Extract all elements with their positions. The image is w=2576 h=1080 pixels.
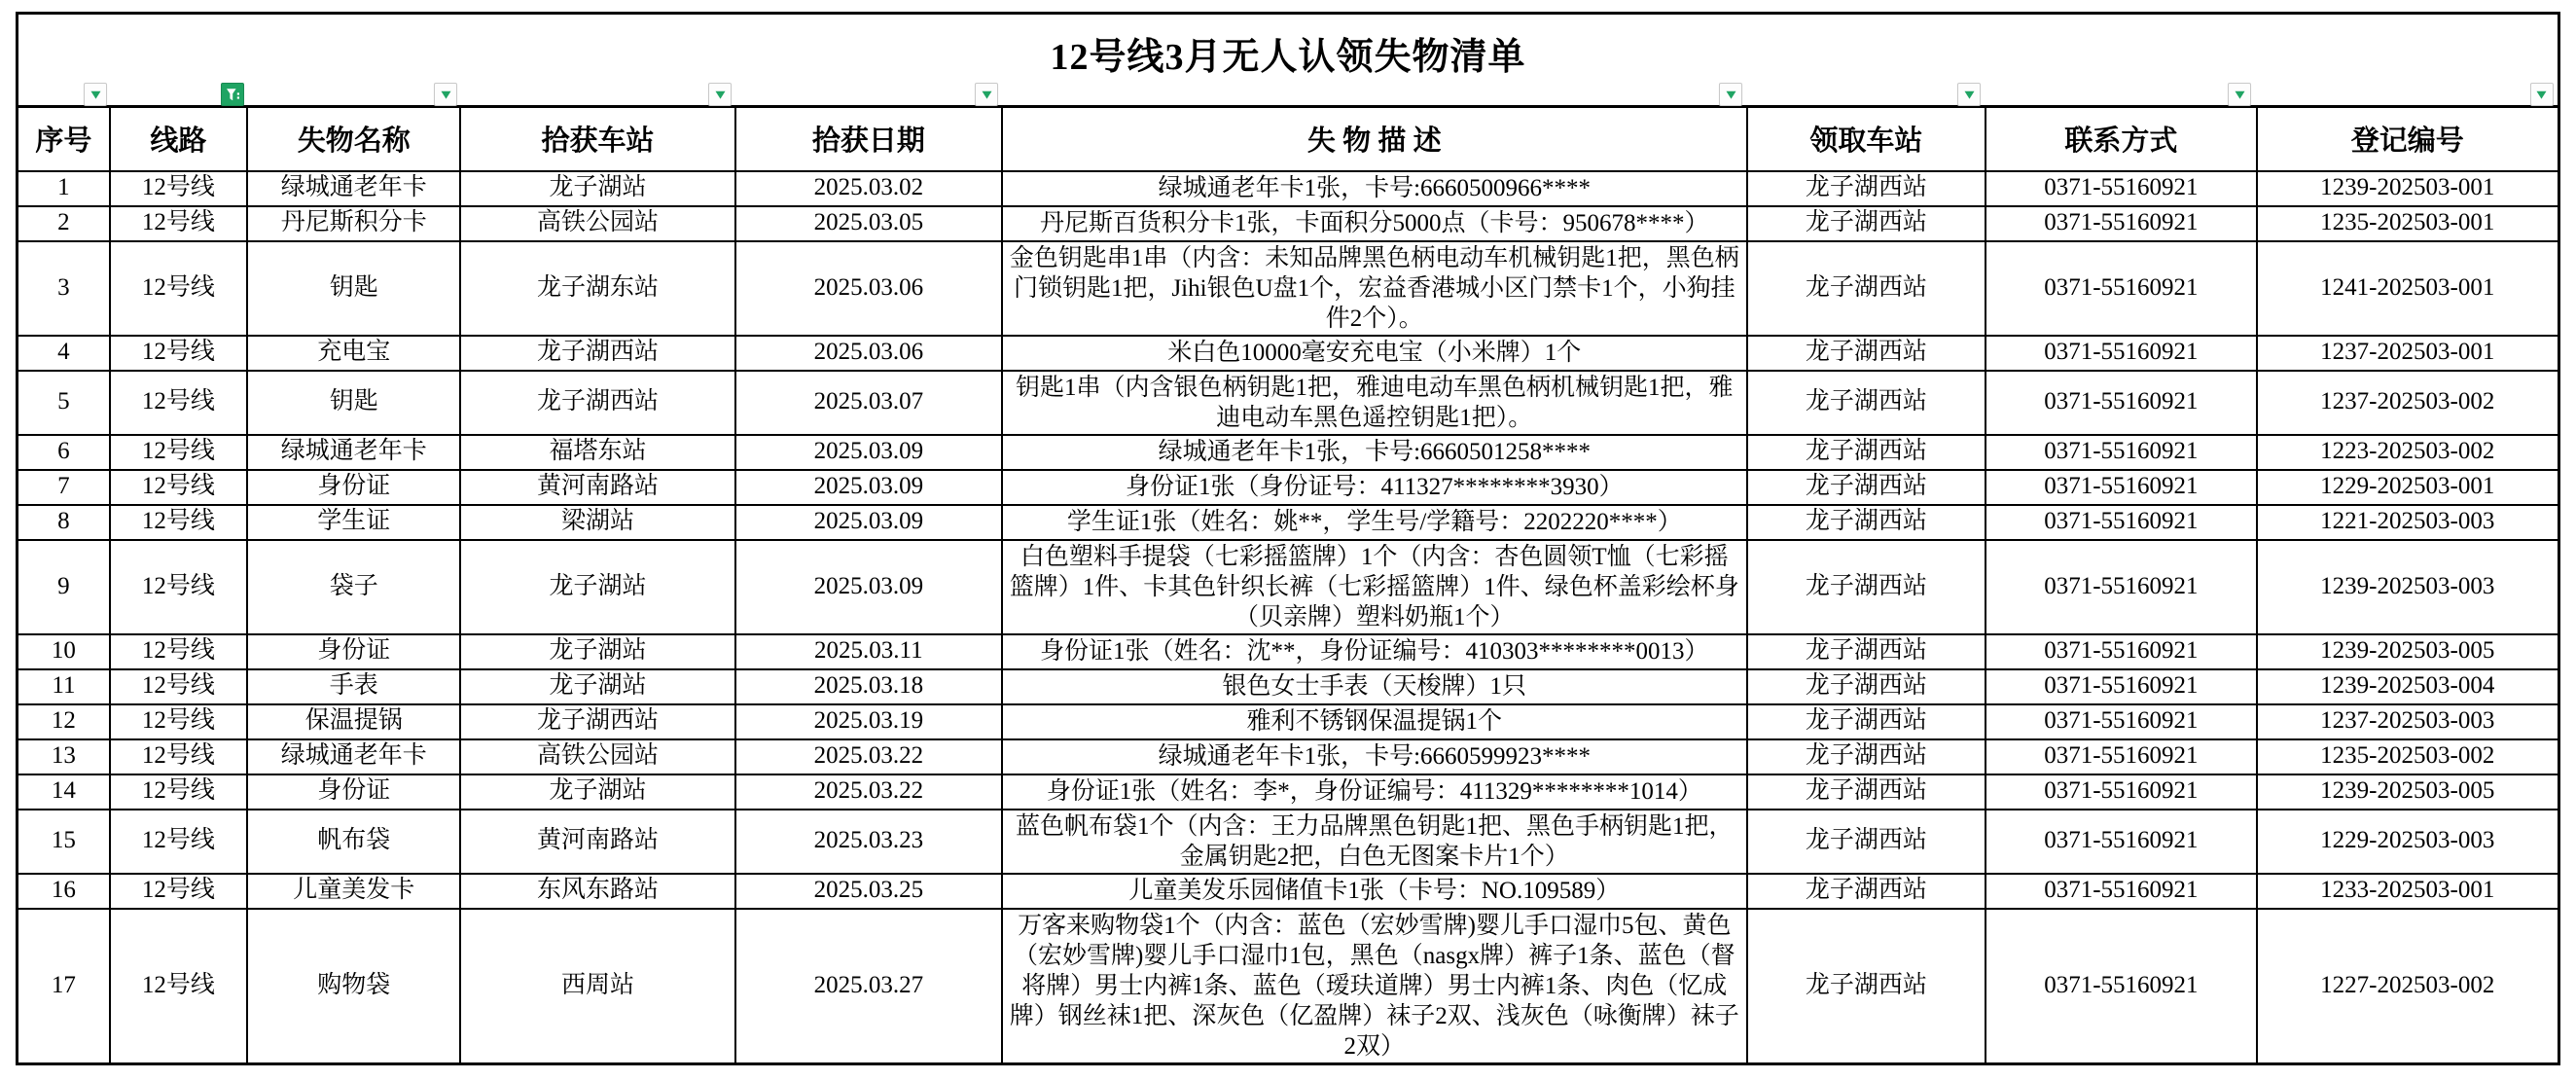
cell-contact: 0371-55160921	[1986, 810, 2256, 874]
cell-reg: 1239-202503-005	[2257, 634, 2559, 669]
filter-button-no[interactable]	[84, 83, 107, 106]
cell-date: 2025.03.22	[735, 739, 1002, 774]
cell-name: 购物袋	[247, 909, 460, 1064]
cell-name: 儿童美发卡	[247, 874, 460, 909]
table-row	[18, 336, 2559, 371]
cell-reg: 1223-202503-002	[2257, 435, 2559, 470]
cell-line: 12号线	[110, 435, 247, 470]
cell-desc: 学生证1张（姓名：姚**，学生号/学籍号：2202220****）	[1002, 505, 1747, 540]
cell-no: 9	[18, 540, 110, 634]
column-header-name: 失物名称	[247, 107, 460, 171]
cell-pickup: 龙子湖西站	[1747, 171, 1986, 206]
cell-reg: 1241-202503-001	[2257, 241, 2559, 336]
cell-desc: 丹尼斯百货积分卡1张，卡面积分5000点（卡号：950678****）	[1002, 206, 1747, 241]
cell-contact: 0371-55160921	[1986, 171, 2256, 206]
cell-date: 2025.03.25	[735, 874, 1002, 909]
cell-reg: 1237-202503-003	[2257, 704, 2559, 739]
cell-date: 2025.03.19	[735, 704, 1002, 739]
cell-name: 充电宝	[247, 336, 460, 371]
cell-line: 12号线	[110, 241, 247, 336]
cell-name: 袋子	[247, 540, 460, 634]
cell-date: 2025.03.05	[735, 206, 1002, 241]
cell-desc: 身份证1张（姓名：李*，身份证编号：411329********1014）	[1002, 774, 1747, 810]
cell-reg: 1235-202503-001	[2257, 206, 2559, 241]
cell-line: 12号线	[110, 739, 247, 774]
cell-pickup: 龙子湖西站	[1747, 909, 1986, 1064]
cell-reg: 1237-202503-001	[2257, 336, 2559, 371]
filter-arrow-icon	[441, 90, 451, 99]
cell-name: 绿城通老年卡	[247, 435, 460, 470]
cell-desc: 绿城通老年卡1张，卡号:6660500966****	[1002, 171, 1747, 206]
cell-contact: 0371-55160921	[1986, 540, 2256, 634]
cell-desc: 身份证1张（姓名：沈**，身份证编号：410303********0013）	[1002, 634, 1747, 669]
cell-date: 2025.03.23	[735, 810, 1002, 874]
filter-button-date[interactable]	[975, 83, 998, 106]
table-row	[18, 206, 2559, 241]
cell-pickup: 龙子湖西站	[1747, 774, 1986, 810]
filter-button-station[interactable]	[708, 83, 732, 106]
cell-station: 西周站	[460, 909, 734, 1064]
cell-pickup: 龙子湖西站	[1747, 470, 1986, 505]
cell-line: 12号线	[110, 669, 247, 704]
cell-name: 帆布袋	[247, 810, 460, 874]
cell-no: 3	[18, 241, 110, 336]
cell-station: 黄河南路站	[460, 810, 734, 874]
column-header-reg: 登记编号	[2257, 107, 2559, 171]
cell-name: 钥匙	[247, 371, 460, 435]
cell-desc: 雅利不锈钢保温提锅1个	[1002, 704, 1747, 739]
cell-pickup: 龙子湖西站	[1747, 435, 1986, 470]
cell-no: 13	[18, 739, 110, 774]
cell-no: 10	[18, 634, 110, 669]
cell-desc: 蓝色帆布袋1个（内含：王力品牌黑色钥匙1把、黑色手柄钥匙1把，金属钥匙2把，白色无图案卡片1个）	[1002, 810, 1747, 874]
cell-station: 福塔东站	[460, 435, 734, 470]
filter-arrow-icon	[982, 90, 992, 99]
filter-arrow-icon	[2235, 90, 2245, 99]
cell-station: 龙子湖站	[460, 669, 734, 704]
cell-name: 丹尼斯积分卡	[247, 206, 460, 241]
cell-pickup: 龙子湖西站	[1747, 241, 1986, 336]
cell-name: 钥匙	[247, 241, 460, 336]
column-header-station: 拾获车站	[460, 107, 734, 171]
cell-line: 12号线	[110, 505, 247, 540]
cell-no: 17	[18, 909, 110, 1064]
cell-reg: 1239-202503-005	[2257, 774, 2559, 810]
cell-station: 高铁公园站	[460, 739, 734, 774]
cell-contact: 0371-55160921	[1986, 435, 2256, 470]
table-row	[18, 371, 2559, 435]
cell-pickup: 龙子湖西站	[1747, 810, 1986, 874]
table-row	[18, 540, 2559, 634]
cell-reg: 1239-202503-001	[2257, 171, 2559, 206]
cell-desc: 万客来购物袋1个（内含：蓝色（宏妙雪牌)婴儿手口湿巾5包、黄色（宏妙雪牌)婴儿手口湿巾1包，黑色（nasgx牌）裤子1条、蓝色（督将牌）男士内裤1条、蓝色（瑷玞道牌）男士内裤1条、肉色（忆成牌）钢丝袜1把、深灰色（亿盈牌）袜子2双、浅灰色（咏衡牌）袜子2双）	[1002, 909, 1747, 1064]
cell-reg: 1235-202503-002	[2257, 739, 2559, 774]
page-title: 12号线3月无人认领失物清单	[18, 14, 2559, 107]
column-header-line: 线路	[110, 107, 247, 171]
cell-no: 12	[18, 704, 110, 739]
table-row	[18, 505, 2559, 540]
cell-contact: 0371-55160921	[1986, 739, 2256, 774]
cell-name: 身份证	[247, 634, 460, 669]
filter-button-reg[interactable]	[2530, 83, 2554, 106]
cell-pickup: 龙子湖西站	[1747, 874, 1986, 909]
cell-reg: 1237-202503-002	[2257, 371, 2559, 435]
cell-line: 12号线	[110, 206, 247, 241]
cell-line: 12号线	[110, 336, 247, 371]
cell-desc: 金色钥匙串1串（内含：未知品牌黑色柄电动车机械钥匙1把，黑色柄门锁钥匙1把，Jihi银色U盘1个，宏益香港城小区门禁卡1个，小狗挂件2个）。	[1002, 241, 1747, 336]
cell-contact: 0371-55160921	[1986, 371, 2256, 435]
cell-desc: 白色塑料手提袋（七彩摇篮牌）1个（内含：杏色圆领T恤（七彩摇篮牌）1件、卡其色针织长裤（七彩摇篮牌）1件、绿色杯盖彩绘杯身（贝亲牌）塑料奶瓶1个）	[1002, 540, 1747, 634]
cell-station: 龙子湖西站	[460, 336, 734, 371]
cell-line: 12号线	[110, 470, 247, 505]
cell-date: 2025.03.06	[735, 241, 1002, 336]
cell-contact: 0371-55160921	[1986, 206, 2256, 241]
cell-reg: 1229-202503-001	[2257, 470, 2559, 505]
cell-date: 2025.03.02	[735, 171, 1002, 206]
cell-no: 5	[18, 371, 110, 435]
cell-station: 龙子湖站	[460, 634, 734, 669]
filter-arrow-icon	[715, 90, 726, 99]
cell-contact: 0371-55160921	[1986, 874, 2256, 909]
cell-pickup: 龙子湖西站	[1747, 371, 1986, 435]
table-row	[18, 171, 2559, 206]
cell-contact: 0371-55160921	[1986, 909, 2256, 1064]
filter-arrow-icon	[2536, 90, 2547, 99]
cell-contact: 0371-55160921	[1986, 704, 2256, 739]
cell-desc: 绿城通老年卡1张，卡号:6660599923****	[1002, 739, 1747, 774]
cell-reg: 1229-202503-003	[2257, 810, 2559, 874]
cell-reg: 1221-202503-003	[2257, 505, 2559, 540]
cell-date: 2025.03.18	[735, 669, 1002, 704]
cell-line: 12号线	[110, 540, 247, 634]
cell-name: 绿城通老年卡	[247, 171, 460, 206]
cell-station: 龙子湖站	[460, 774, 734, 810]
cell-name: 身份证	[247, 774, 460, 810]
cell-no: 1	[18, 171, 110, 206]
cell-no: 8	[18, 505, 110, 540]
table-row	[18, 810, 2559, 874]
cell-pickup: 龙子湖西站	[1747, 669, 1986, 704]
cell-reg: 1239-202503-004	[2257, 669, 2559, 704]
filter-button-desc[interactable]	[1719, 83, 1742, 106]
cell-pickup: 龙子湖西站	[1747, 540, 1986, 634]
cell-pickup: 龙子湖西站	[1747, 739, 1986, 774]
cell-no: 14	[18, 774, 110, 810]
table-row	[18, 241, 2559, 336]
cell-contact: 0371-55160921	[1986, 470, 2256, 505]
cell-date: 2025.03.09	[735, 435, 1002, 470]
cell-reg: 1239-202503-003	[2257, 540, 2559, 634]
cell-desc: 米白色10000毫安充电宝（小米牌）1个	[1002, 336, 1747, 371]
cell-name: 绿城通老年卡	[247, 739, 460, 774]
cell-pickup: 龙子湖西站	[1747, 634, 1986, 669]
cell-no: 2	[18, 206, 110, 241]
cell-no: 16	[18, 874, 110, 909]
table-row	[18, 774, 2559, 810]
table-row	[18, 435, 2559, 470]
filter-arrow-icon	[1964, 90, 1975, 99]
cell-line: 12号线	[110, 774, 247, 810]
column-header-desc: 失 物 描 述	[1002, 107, 1747, 171]
filter-button-line-active[interactable]	[221, 83, 244, 106]
cell-date: 2025.03.27	[735, 909, 1002, 1064]
cell-date: 2025.03.06	[735, 336, 1002, 371]
cell-station: 龙子湖西站	[460, 371, 734, 435]
cell-no: 7	[18, 470, 110, 505]
table-header-row	[18, 107, 2559, 171]
cell-name: 学生证	[247, 505, 460, 540]
filter-button-contact[interactable]	[2228, 83, 2251, 106]
cell-pickup: 龙子湖西站	[1747, 206, 1986, 241]
lost-items-table	[16, 12, 2560, 1065]
cell-line: 12号线	[110, 874, 247, 909]
cell-pickup: 龙子湖西站	[1747, 704, 1986, 739]
cell-contact: 0371-55160921	[1986, 774, 2256, 810]
cell-desc: 银色女士手表（天梭牌）1只	[1002, 669, 1747, 704]
cell-line: 12号线	[110, 371, 247, 435]
cell-name: 保温提锅	[247, 704, 460, 739]
cell-reg: 1233-202503-001	[2257, 874, 2559, 909]
cell-line: 12号线	[110, 909, 247, 1064]
table-row	[18, 874, 2559, 909]
cell-date: 2025.03.09	[735, 505, 1002, 540]
table-row	[18, 739, 2559, 774]
cell-line: 12号线	[110, 704, 247, 739]
cell-date: 2025.03.09	[735, 540, 1002, 634]
cell-station: 东风东路站	[460, 874, 734, 909]
table-row	[18, 909, 2559, 1064]
cell-desc: 绿城通老年卡1张，卡号:6660501258****	[1002, 435, 1747, 470]
cell-date: 2025.03.09	[735, 470, 1002, 505]
table-row	[18, 470, 2559, 505]
cell-desc: 儿童美发乐园储值卡1张（卡号：NO.109589）	[1002, 874, 1747, 909]
cell-station: 龙子湖站	[460, 540, 734, 634]
lost-items-sheet	[16, 12, 2560, 1065]
column-header-pickup: 领取车站	[1747, 107, 1986, 171]
cell-no: 15	[18, 810, 110, 874]
cell-contact: 0371-55160921	[1986, 336, 2256, 371]
filter-arrow-icon	[1726, 90, 1736, 99]
cell-reg: 1227-202503-002	[2257, 909, 2559, 1064]
filter-button-name[interactable]	[434, 83, 457, 106]
cell-station: 黄河南路站	[460, 470, 734, 505]
title-row	[18, 14, 2559, 107]
cell-date: 2025.03.11	[735, 634, 1002, 669]
table-row	[18, 634, 2559, 669]
cell-date: 2025.03.22	[735, 774, 1002, 810]
cell-name: 手表	[247, 669, 460, 704]
cell-contact: 0371-55160921	[1986, 241, 2256, 336]
cell-no: 6	[18, 435, 110, 470]
cell-station: 龙子湖站	[460, 171, 734, 206]
cell-date: 2025.03.07	[735, 371, 1002, 435]
cell-line: 12号线	[110, 810, 247, 874]
cell-contact: 0371-55160921	[1986, 669, 2256, 704]
cell-station: 梁湖站	[460, 505, 734, 540]
cell-no: 11	[18, 669, 110, 704]
column-header-no: 序号	[18, 107, 110, 171]
cell-no: 4	[18, 336, 110, 371]
cell-name: 身份证	[247, 470, 460, 505]
cell-pickup: 龙子湖西站	[1747, 505, 1986, 540]
cell-pickup: 龙子湖西站	[1747, 336, 1986, 371]
cell-desc: 钥匙1串（内含银色柄钥匙1把，雅迪电动车黑色柄机械钥匙1把，雅迪电动车黑色遥控钥匙1把）。	[1002, 371, 1747, 435]
cell-station: 龙子湖西站	[460, 704, 734, 739]
cell-contact: 0371-55160921	[1986, 634, 2256, 669]
filter-arrow-icon	[90, 90, 101, 99]
cell-station: 高铁公园站	[460, 206, 734, 241]
cell-contact: 0371-55160921	[1986, 505, 2256, 540]
column-header-date: 拾获日期	[735, 107, 1002, 171]
cell-desc: 身份证1张（身份证号：411327********3930）	[1002, 470, 1747, 505]
table-row	[18, 669, 2559, 704]
column-header-contact: 联系方式	[1986, 107, 2256, 171]
filter-funnel-icon	[226, 88, 240, 102]
cell-station: 龙子湖东站	[460, 241, 734, 336]
cell-line: 12号线	[110, 634, 247, 669]
filter-button-pickup[interactable]	[1957, 83, 1981, 106]
table-row	[18, 704, 2559, 739]
cell-line: 12号线	[110, 171, 247, 206]
